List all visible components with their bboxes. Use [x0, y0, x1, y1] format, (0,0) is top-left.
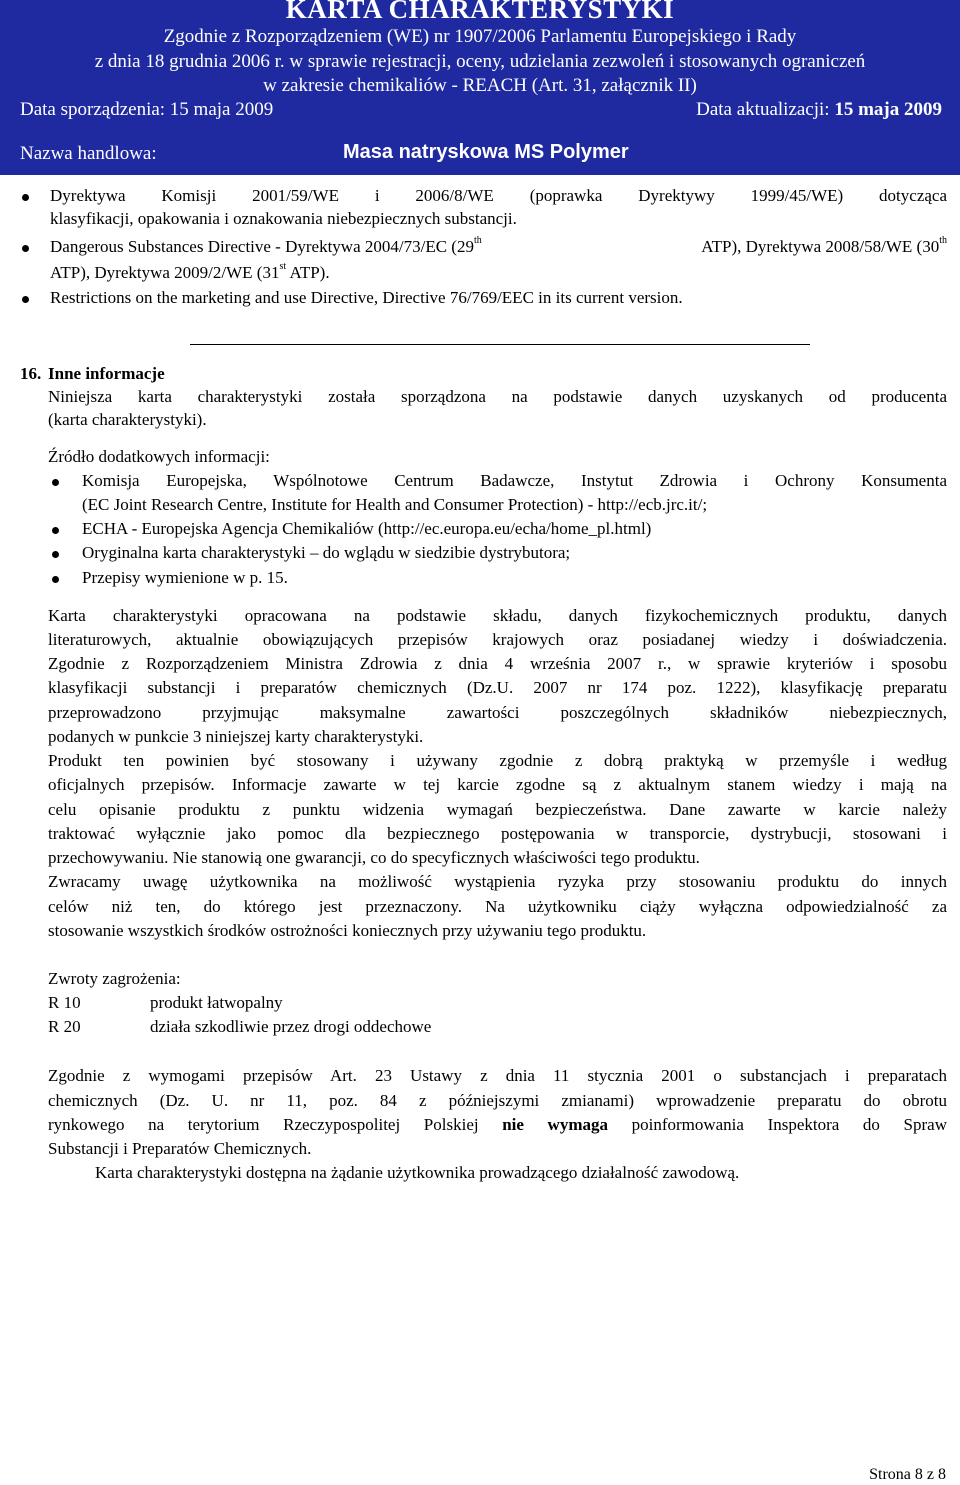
bullet-icon [22, 296, 29, 303]
page-number: Strona 8 z 8 [869, 1466, 946, 1483]
body-line: celu opisanie produktu z punktu widzenia wymagań bezpieczeństwa. Dane zawarte w karcie należy [48, 800, 947, 819]
bullet-icon [52, 551, 59, 558]
hazard-label: Zwroty zagrożenia: [48, 969, 181, 988]
bullet-icon [52, 479, 59, 486]
body-line: Zwracamy uwagę użytkownika na możliwość wystąpienia ryzyka przy stosowaniu produktu do innych [48, 872, 947, 891]
bullet-icon [22, 194, 29, 201]
trade-name-value: Masa natryskowa MS Polymer [343, 141, 629, 163]
regulation-line-3: w zakresie chemikaliów - REACH (Art. 31, załącznik II) [263, 75, 697, 96]
section-divider [190, 344, 810, 345]
legal-line-3: rynkowego na terytorium Rzeczypospolitej Polskiej nie wymaga poinformowania Inspektora do Spraw [48, 1115, 947, 1134]
directive-1-line-2: klasyfikacji, opakowania i oznakowania niebezpiecznych substancji. [50, 209, 517, 228]
regulation-line-2: z dnia 18 grudnia 2006 r. w sprawie rejestracji, oceny, udzielania zezwoleń i stosowanych ograniczeń [94, 51, 866, 72]
hazard-text: produkt łatwopalny [150, 993, 283, 1012]
hazard-text: działa szkodliwie przez drogi oddechowe [150, 1017, 432, 1036]
document-title: KARTA CHARAKTERYSTYKI [285, 0, 675, 24]
regulation-line-1: Zgodnie z Rozporządzeniem (WE) nr 1907/2006 Parlamentu Europejskiego i Rady [163, 26, 797, 47]
legal-emphasis: nie wymaga [502, 1115, 608, 1134]
closing-statement: Karta charakterystyki dostępna na żądanie użytkownika prowadzącego działalność zawodową. [95, 1163, 740, 1182]
body-line: przechowywaniu. Nie stanowią one gwarancji, co do specyficznych właściwości tego produktu. [48, 848, 700, 867]
body-line: traktować wyłącznie jako pomoc dla bezpiecznego postępowania w transporcie, dystrybucji, stosowani i [48, 824, 947, 843]
source-2: ECHA - Europejska Agencja Chemikaliów (http://ec.europa.eu/echa/home_pl.html) [82, 519, 652, 538]
source-1-line-1: Komisja Europejska, Wspólnotowe Centrum Badawcze, Instytut Zdrowia i Ochrony Konsumenta [82, 471, 947, 490]
update-date-value: 15 maja 2009 [834, 99, 942, 120]
source-4: Przepisy wymienione w p. 15. [82, 568, 288, 587]
legal-line-4: Substancji i Preparatów Chemicznych. [48, 1139, 312, 1158]
intro-line-1: Niniejsza karta charakterystyki została sporządzona na podstawie danych uzyskanych od producenta [48, 387, 947, 406]
bullet-icon [52, 527, 59, 534]
document-header [0, 0, 960, 175]
directive-2-part-a: Dangerous Substances Directive - Dyrektywa 2004/73/EC (29th [50, 235, 482, 256]
section-16-heading: 16. Inne informacje [20, 364, 165, 383]
legal-line-1: Zgodnie z wymogami przepisów Art. 23 Ustawy z dnia 11 stycznia 2001 o substancjach i preparatach [48, 1066, 947, 1085]
body-line: Karta charakterystyki opracowana na podstawie składu, danych fizykochemicznych produktu, danych [48, 606, 947, 625]
dates-row [20, 99, 942, 121]
body-line: oficjalnych przepisów. Informacje zawarte w tej karcie zgodne są z aktualnym stanem wiedzy i mają na [48, 775, 947, 794]
body-line: celów niż ten, do którego jest przeznaczony. Na użytkowniku ciąży wyłączna odpowiedzialność za [48, 897, 947, 916]
hazard-code: R 10 [48, 993, 81, 1012]
trade-name-label: Nazwa handlowa: [20, 143, 157, 164]
directive-2-line-2: ATP), Dyrektywa 2009/2/WE (31st ATP). [50, 261, 330, 282]
body-line: klasyfikacji substancji i preparatów chemicznych (Dz.U. 2007 nr 174 poz. 1222), klasyfikację preparatu [48, 678, 947, 697]
body-line: Zgodnie z Rozporządzeniem Ministra Zdrowia z dnia 4 września 2007 r., w sprawie kryteriów i sposobu [48, 654, 947, 673]
directive-1-line-1: Dyrektywa Komisji 2001/59/WE i 2006/8/WE (poprawka Dyrektywy 1999/45/WE) dotycząca [50, 186, 947, 205]
body-line: podanych w punkcie 3 niniejszej karty charakterystyki. [48, 727, 424, 746]
update-date-label: Data aktualizacji: [696, 99, 835, 120]
creation-date: Data sporządzenia: 15 maja 2009 [20, 99, 274, 120]
body-line: przeprowadzono przyjmując maksymalne zawartości poszczególnych składników niebezpiecznych, [48, 703, 947, 722]
intro-line-2: (karta charakterystyki). [48, 410, 207, 429]
directive-2-line-1 [50, 237, 947, 257]
bullet-icon [52, 576, 59, 583]
sources-label: Źródło dodatkowych informacji: [48, 447, 270, 466]
directive-3: Restrictions on the marketing and use Directive, Directive 76/769/EEC in its current version. [50, 288, 683, 307]
hazard-code: R 20 [48, 1017, 81, 1036]
body-line: stosowanie wszystkich środków ostrożności koniecznych przy używaniu tego produktu. [48, 921, 647, 940]
body-line: Produkt ten powinien być stosowany i używany zgodnie z dobrą praktyką w przemyśle i według [48, 751, 947, 770]
source-1-line-2: (EC Joint Research Centre, Institute for Health and Consumer Protection) - http://ecb.jrc.it/; [82, 495, 708, 514]
legal-line-2: chemicznych (Dz. U. nr 11, poz. 84 z późniejszymi zmianami) wprowadzenie preparatu do obrotu [48, 1091, 947, 1110]
body-line: literaturowych, aktualnie obowiązujących przepisów krajowych oraz posiadanej wiedzy i doświadczenia. [48, 630, 947, 649]
directive-2-part-b: ATP), Dyrektywa 2008/58/WE (30th [701, 235, 947, 256]
update-date [696, 99, 942, 121]
source-3: Oryginalna karta charakterystyki – do wglądu w siedzibie dystrybutora; [82, 543, 571, 562]
bullet-icon [22, 245, 29, 252]
